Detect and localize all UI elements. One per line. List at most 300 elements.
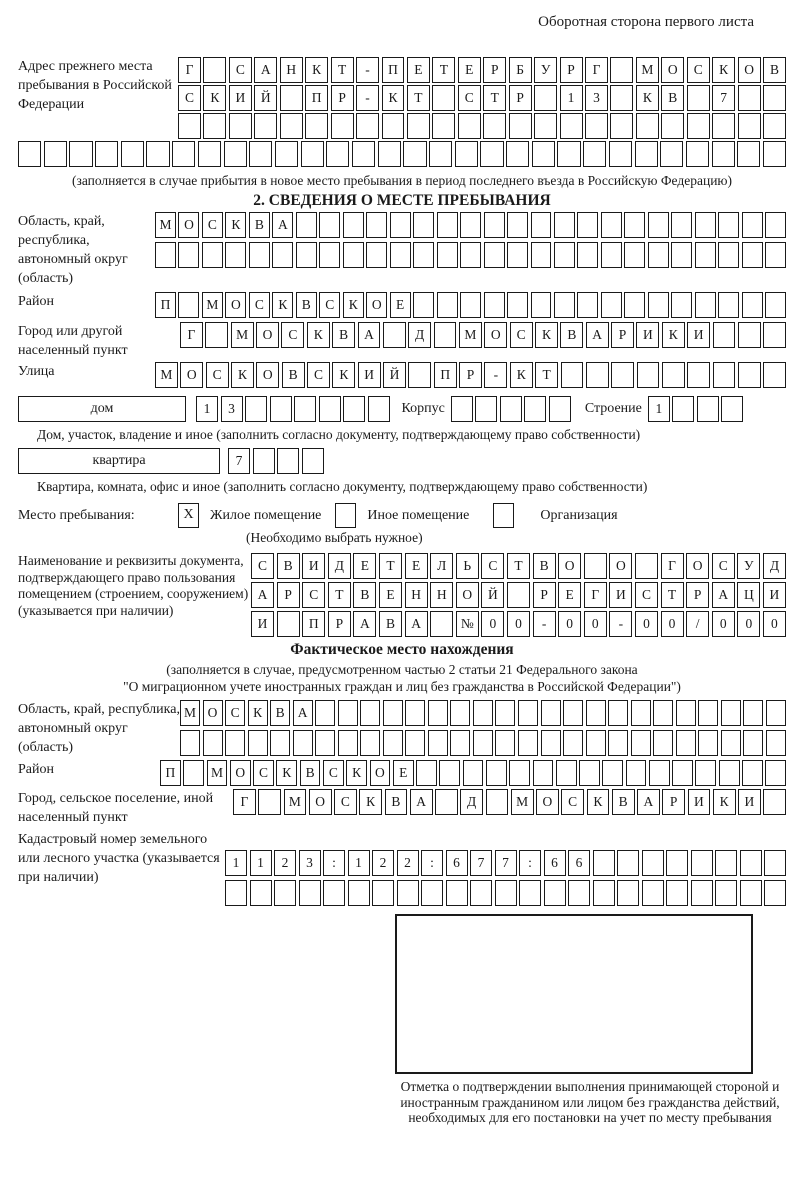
form-cell[interactable] — [631, 730, 651, 756]
form-cell[interactable] — [507, 212, 528, 238]
form-cell[interactable]: Р — [459, 362, 482, 388]
form-cell[interactable]: О — [536, 789, 559, 815]
form-cell[interactable] — [326, 141, 349, 167]
form-cell[interactable]: - — [356, 57, 379, 83]
form-cell[interactable]: М — [459, 322, 482, 348]
form-cell[interactable]: М — [284, 789, 307, 815]
form-cell[interactable] — [509, 760, 530, 786]
form-cell[interactable]: И — [687, 322, 710, 348]
form-cell[interactable]: П — [160, 760, 181, 786]
form-cell[interactable] — [202, 242, 223, 268]
form-cell[interactable]: Е — [458, 57, 481, 83]
form-cell[interactable]: Р — [533, 582, 556, 608]
form-cell[interactable]: Н — [405, 582, 428, 608]
form-cell[interactable] — [296, 212, 317, 238]
form-cell[interactable]: Р — [328, 611, 351, 637]
form-cell[interactable] — [577, 242, 598, 268]
form-cell[interactable]: В — [296, 292, 317, 318]
form-cell[interactable] — [563, 700, 583, 726]
form-cell[interactable] — [180, 730, 200, 756]
form-cell[interactable]: С — [302, 582, 325, 608]
form-cell[interactable]: - — [609, 611, 632, 637]
form-cell[interactable] — [721, 700, 741, 726]
form-cell[interactable] — [405, 730, 425, 756]
form-cell[interactable] — [446, 880, 468, 906]
form-cell[interactable] — [737, 141, 760, 167]
form-cell[interactable] — [475, 396, 497, 422]
form-cell[interactable]: С — [281, 322, 304, 348]
form-cell[interactable] — [506, 141, 529, 167]
form-cell[interactable]: : — [421, 850, 443, 876]
form-cell[interactable] — [624, 242, 645, 268]
form-cell[interactable] — [715, 850, 737, 876]
form-cell[interactable]: - — [356, 85, 379, 111]
form-cell[interactable] — [305, 113, 328, 139]
form-cell[interactable] — [698, 700, 718, 726]
form-cell[interactable]: О — [203, 700, 223, 726]
form-cell[interactable]: В — [661, 85, 684, 111]
form-cell[interactable] — [229, 113, 252, 139]
form-cell[interactable] — [765, 242, 786, 268]
form-cell[interactable] — [541, 730, 561, 756]
form-cell[interactable]: 2 — [274, 850, 296, 876]
form-cell[interactable]: П — [155, 292, 176, 318]
form-cell[interactable]: Р — [331, 85, 354, 111]
form-cell[interactable] — [121, 141, 144, 167]
form-cell[interactable] — [601, 212, 622, 238]
form-cell[interactable]: В — [353, 582, 376, 608]
form-cell[interactable]: В — [270, 700, 290, 726]
form-cell[interactable]: С — [319, 292, 340, 318]
form-cell[interactable]: О — [370, 760, 391, 786]
form-cell[interactable] — [531, 292, 552, 318]
form-cell[interactable] — [719, 760, 740, 786]
form-cell[interactable] — [383, 730, 403, 756]
form-cell[interactable] — [275, 141, 298, 167]
form-cell[interactable] — [360, 730, 380, 756]
form-cell[interactable] — [766, 730, 786, 756]
form-cell[interactable] — [405, 700, 425, 726]
form-cell[interactable]: 1 — [225, 850, 247, 876]
form-cell[interactable] — [315, 730, 335, 756]
form-cell[interactable]: 6 — [544, 850, 566, 876]
form-cell[interactable] — [343, 212, 364, 238]
form-cell[interactable] — [695, 292, 716, 318]
checkbox-residential[interactable]: X — [178, 503, 199, 528]
form-cell[interactable]: С — [307, 362, 330, 388]
form-cell[interactable] — [649, 760, 670, 786]
form-cell[interactable]: Т — [407, 85, 430, 111]
form-cell[interactable] — [765, 760, 786, 786]
form-cell[interactable] — [507, 292, 528, 318]
form-cell[interactable] — [495, 880, 517, 906]
form-cell[interactable] — [274, 880, 296, 906]
form-cell[interactable] — [608, 730, 628, 756]
form-cell[interactable]: Е — [393, 760, 414, 786]
form-cell[interactable] — [338, 730, 358, 756]
form-cell[interactable]: Г — [233, 789, 256, 815]
form-cell[interactable] — [296, 242, 317, 268]
form-cell[interactable] — [434, 322, 457, 348]
form-cell[interactable]: Е — [405, 553, 428, 579]
form-cell[interactable]: А — [293, 700, 313, 726]
form-cell[interactable]: М — [636, 57, 659, 83]
form-cell[interactable] — [315, 700, 335, 726]
form-cell[interactable] — [541, 700, 561, 726]
form-cell[interactable] — [763, 789, 786, 815]
form-cell[interactable] — [319, 212, 340, 238]
form-cell[interactable]: И — [738, 789, 761, 815]
form-cell[interactable]: Р — [560, 57, 583, 83]
form-cell[interactable] — [721, 730, 741, 756]
form-cell[interactable]: 0 — [635, 611, 658, 637]
form-cell[interactable]: Т — [331, 57, 354, 83]
form-cell[interactable]: И — [763, 582, 786, 608]
form-cell[interactable]: В — [560, 322, 583, 348]
form-cell[interactable]: К — [346, 760, 367, 786]
form-cell[interactable] — [352, 141, 375, 167]
form-cell[interactable] — [687, 85, 710, 111]
form-cell[interactable]: 0 — [584, 611, 607, 637]
form-cell[interactable] — [763, 141, 786, 167]
form-cell[interactable]: А — [637, 789, 660, 815]
form-cell[interactable] — [95, 141, 118, 167]
form-cell[interactable]: В — [300, 760, 321, 786]
form-cell[interactable]: Н — [280, 57, 303, 83]
form-cell[interactable] — [484, 292, 505, 318]
form-cell[interactable] — [586, 730, 606, 756]
form-cell[interactable]: Е — [353, 553, 376, 579]
form-cell[interactable]: С — [712, 553, 735, 579]
form-cell[interactable] — [738, 85, 761, 111]
form-cell[interactable] — [486, 789, 509, 815]
form-cell[interactable] — [203, 113, 226, 139]
form-cell[interactable]: / — [686, 611, 709, 637]
form-cell[interactable] — [518, 700, 538, 726]
form-cell[interactable] — [428, 700, 448, 726]
form-cell[interactable] — [743, 730, 763, 756]
form-cell[interactable] — [277, 611, 300, 637]
form-cell[interactable] — [691, 880, 713, 906]
form-cell[interactable]: 0 — [558, 611, 581, 637]
form-cell[interactable] — [531, 242, 552, 268]
form-cell[interactable] — [413, 212, 434, 238]
form-cell[interactable] — [203, 57, 226, 83]
form-cell[interactable]: Ь — [456, 553, 479, 579]
form-cell[interactable] — [248, 730, 268, 756]
form-cell[interactable] — [460, 242, 481, 268]
form-cell[interactable]: 7 — [495, 850, 517, 876]
form-cell[interactable] — [601, 242, 622, 268]
form-cell[interactable] — [44, 141, 67, 167]
form-cell[interactable]: С — [225, 700, 245, 726]
form-cell[interactable] — [554, 292, 575, 318]
form-cell[interactable] — [473, 730, 493, 756]
form-cell[interactable] — [416, 760, 437, 786]
form-cell[interactable] — [254, 113, 277, 139]
form-cell[interactable]: 6 — [446, 850, 468, 876]
form-cell[interactable]: М — [231, 322, 254, 348]
form-cell[interactable] — [763, 113, 786, 139]
form-cell[interactable] — [460, 292, 481, 318]
form-cell[interactable] — [360, 700, 380, 726]
form-cell[interactable] — [69, 141, 92, 167]
form-cell[interactable]: К — [276, 760, 297, 786]
form-cell[interactable] — [495, 730, 515, 756]
form-cell[interactable] — [270, 396, 292, 422]
form-cell[interactable] — [270, 730, 290, 756]
form-cell[interactable] — [740, 880, 762, 906]
form-cell[interactable]: Т — [432, 57, 455, 83]
form-cell[interactable]: С — [229, 57, 252, 83]
form-cell[interactable] — [413, 242, 434, 268]
form-cell[interactable]: О — [309, 789, 332, 815]
form-cell[interactable] — [662, 362, 685, 388]
form-cell[interactable] — [486, 760, 507, 786]
form-cell[interactable] — [439, 760, 460, 786]
form-cell[interactable] — [450, 700, 470, 726]
form-cell[interactable] — [660, 141, 683, 167]
form-cell[interactable] — [697, 396, 719, 422]
form-cell[interactable] — [507, 582, 530, 608]
form-cell[interactable]: У — [534, 57, 557, 83]
form-cell[interactable]: Д — [460, 789, 483, 815]
form-cell[interactable]: Е — [390, 292, 411, 318]
form-cell[interactable]: К — [332, 362, 355, 388]
form-cell[interactable] — [437, 242, 458, 268]
form-cell[interactable] — [301, 141, 324, 167]
form-cell[interactable]: А — [712, 582, 735, 608]
form-cell[interactable]: Р — [509, 85, 532, 111]
form-cell[interactable] — [428, 730, 448, 756]
form-cell[interactable] — [518, 730, 538, 756]
form-cell[interactable] — [432, 85, 455, 111]
form-cell[interactable]: 7 — [470, 850, 492, 876]
form-cell[interactable]: Т — [483, 85, 506, 111]
form-cell[interactable] — [611, 362, 634, 388]
form-cell[interactable] — [225, 730, 245, 756]
form-cell[interactable] — [764, 850, 786, 876]
form-cell[interactable] — [146, 141, 169, 167]
form-cell[interactable] — [676, 730, 696, 756]
form-cell[interactable] — [718, 242, 739, 268]
form-cell[interactable]: Л — [430, 553, 453, 579]
form-cell[interactable] — [661, 113, 684, 139]
form-cell[interactable] — [742, 292, 763, 318]
form-cell[interactable]: В — [277, 553, 300, 579]
form-cell[interactable] — [763, 362, 786, 388]
form-cell[interactable] — [610, 113, 633, 139]
form-cell[interactable]: К — [272, 292, 293, 318]
form-cell[interactable]: № — [456, 611, 479, 637]
form-cell[interactable] — [460, 212, 481, 238]
form-cell[interactable] — [648, 242, 669, 268]
form-cell[interactable] — [319, 242, 340, 268]
form-cell[interactable] — [205, 322, 228, 348]
form-cell[interactable] — [593, 850, 615, 876]
form-cell[interactable] — [561, 362, 584, 388]
form-cell[interactable] — [695, 242, 716, 268]
form-cell[interactable] — [280, 113, 303, 139]
form-cell[interactable] — [484, 212, 505, 238]
form-cell[interactable] — [586, 700, 606, 726]
form-cell[interactable] — [198, 141, 221, 167]
form-cell[interactable] — [585, 113, 608, 139]
form-cell[interactable]: К — [712, 57, 735, 83]
form-cell[interactable]: К — [203, 85, 226, 111]
form-cell[interactable]: С — [206, 362, 229, 388]
form-cell[interactable] — [178, 113, 201, 139]
form-cell[interactable] — [225, 242, 246, 268]
form-cell[interactable] — [740, 850, 762, 876]
form-cell[interactable]: М — [207, 760, 228, 786]
form-cell[interactable] — [178, 242, 199, 268]
form-cell[interactable] — [519, 880, 541, 906]
form-cell[interactable]: Й — [254, 85, 277, 111]
form-cell[interactable] — [742, 760, 763, 786]
form-cell[interactable] — [383, 322, 406, 348]
form-cell[interactable]: У — [737, 553, 760, 579]
form-cell[interactable]: О — [225, 292, 246, 318]
form-cell[interactable]: 2 — [397, 850, 419, 876]
form-cell[interactable]: О — [178, 212, 199, 238]
form-cell[interactable]: П — [305, 85, 328, 111]
form-cell[interactable] — [715, 880, 737, 906]
form-cell[interactable]: К — [305, 57, 328, 83]
form-cell[interactable]: И — [609, 582, 632, 608]
form-cell[interactable]: И — [358, 362, 381, 388]
form-cell[interactable] — [293, 730, 313, 756]
form-cell[interactable] — [249, 141, 272, 167]
form-cell[interactable]: В — [332, 322, 355, 348]
form-cell[interactable] — [249, 242, 270, 268]
form-cell[interactable] — [368, 396, 390, 422]
form-cell[interactable] — [687, 113, 710, 139]
form-cell[interactable]: О — [180, 362, 203, 388]
form-cell[interactable] — [524, 396, 546, 422]
form-cell[interactable]: С — [334, 789, 357, 815]
form-cell[interactable] — [712, 141, 735, 167]
form-cell[interactable]: 1 — [348, 850, 370, 876]
form-cell[interactable]: 7 — [712, 85, 735, 111]
form-cell[interactable] — [608, 700, 628, 726]
form-cell[interactable]: О — [456, 582, 479, 608]
form-cell[interactable]: К — [713, 789, 736, 815]
form-cell[interactable]: О — [738, 57, 761, 83]
form-cell[interactable] — [534, 85, 557, 111]
form-cell[interactable]: 7 — [228, 448, 250, 474]
form-cell[interactable] — [631, 700, 651, 726]
form-cell[interactable] — [323, 880, 345, 906]
form-cell[interactable]: С — [253, 760, 274, 786]
form-cell[interactable] — [601, 292, 622, 318]
form-cell[interactable]: К — [225, 212, 246, 238]
form-cell[interactable] — [18, 141, 41, 167]
form-cell[interactable] — [183, 760, 204, 786]
form-cell[interactable]: М — [180, 700, 200, 726]
form-cell[interactable] — [687, 362, 710, 388]
form-cell[interactable] — [302, 448, 324, 474]
form-cell[interactable]: К — [587, 789, 610, 815]
form-cell[interactable] — [348, 880, 370, 906]
form-cell[interactable]: 0 — [507, 611, 530, 637]
form-cell[interactable] — [470, 880, 492, 906]
form-cell[interactable] — [624, 212, 645, 238]
form-cell[interactable] — [610, 57, 633, 83]
form-cell[interactable]: Б — [509, 57, 532, 83]
form-cell[interactable] — [568, 880, 590, 906]
form-cell[interactable]: И — [229, 85, 252, 111]
form-cell[interactable] — [451, 396, 473, 422]
form-cell[interactable] — [463, 760, 484, 786]
form-cell[interactable] — [390, 242, 411, 268]
form-cell[interactable]: И — [251, 611, 274, 637]
form-cell[interactable]: И — [636, 322, 659, 348]
form-cell[interactable] — [610, 85, 633, 111]
form-cell[interactable]: Р — [277, 582, 300, 608]
form-cell[interactable] — [366, 212, 387, 238]
form-cell[interactable] — [743, 700, 763, 726]
form-cell[interactable]: О — [256, 362, 279, 388]
form-cell[interactable]: П — [434, 362, 457, 388]
form-cell[interactable] — [383, 700, 403, 726]
form-cell[interactable]: Й — [383, 362, 406, 388]
form-cell[interactable] — [500, 396, 522, 422]
form-cell[interactable] — [577, 292, 598, 318]
form-cell[interactable]: Р — [611, 322, 634, 348]
form-cell[interactable] — [637, 362, 660, 388]
form-cell[interactable] — [765, 292, 786, 318]
form-cell[interactable]: О — [558, 553, 581, 579]
form-cell[interactable] — [455, 141, 478, 167]
form-cell[interactable]: 3 — [585, 85, 608, 111]
form-cell[interactable] — [718, 212, 739, 238]
form-cell[interactable] — [294, 396, 316, 422]
form-cell[interactable] — [366, 242, 387, 268]
form-cell[interactable] — [698, 730, 718, 756]
form-cell[interactable] — [586, 362, 609, 388]
form-cell[interactable]: Е — [558, 582, 581, 608]
form-cell[interactable]: С — [202, 212, 223, 238]
form-cell[interactable]: О — [256, 322, 279, 348]
form-cell[interactable] — [413, 292, 434, 318]
form-cell[interactable]: П — [382, 57, 405, 83]
form-cell[interactable]: Н — [430, 582, 453, 608]
form-cell[interactable] — [635, 141, 658, 167]
form-cell[interactable] — [636, 113, 659, 139]
form-cell[interactable] — [338, 700, 358, 726]
form-cell[interactable] — [172, 141, 195, 167]
form-cell[interactable]: Г — [180, 322, 203, 348]
form-cell[interactable] — [671, 292, 692, 318]
form-cell[interactable] — [245, 396, 267, 422]
form-cell[interactable]: К — [359, 789, 382, 815]
form-cell[interactable]: С — [481, 553, 504, 579]
form-cell[interactable]: В — [282, 362, 305, 388]
form-cell[interactable]: О — [609, 553, 632, 579]
form-cell[interactable] — [742, 212, 763, 238]
form-cell[interactable]: К — [307, 322, 330, 348]
form-cell[interactable]: А — [410, 789, 433, 815]
form-cell[interactable] — [272, 242, 293, 268]
form-cell[interactable]: Т — [328, 582, 351, 608]
form-cell[interactable] — [299, 880, 321, 906]
form-cell[interactable] — [319, 396, 341, 422]
form-cell[interactable] — [695, 760, 716, 786]
form-cell[interactable] — [713, 322, 736, 348]
form-cell[interactable] — [671, 242, 692, 268]
form-cell[interactable]: 2 — [372, 850, 394, 876]
